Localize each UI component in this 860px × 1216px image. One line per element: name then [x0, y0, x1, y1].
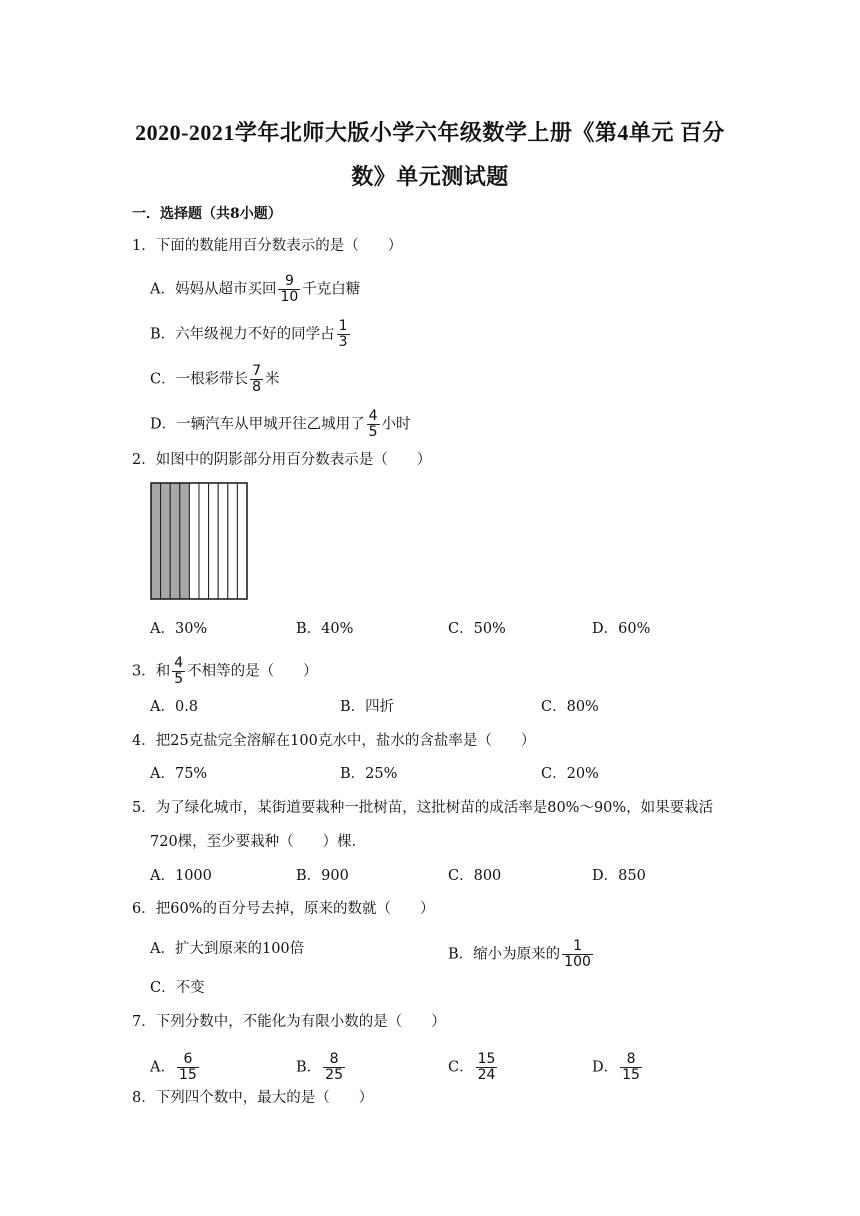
- q3-stem: [132, 656, 318, 687]
- grid-column-blank: [199, 483, 209, 599]
- q1-stem: 1．下面的数能用百分数表示的是（ ）: [132, 238, 403, 254]
- q6-stem: 6．把60%的百分号去掉，原来的数就（ ）: [132, 901, 435, 917]
- title-line-2: 数》单元测试题: [351, 164, 509, 189]
- q1-option-a: [150, 274, 360, 305]
- q7-stem: 7．下列分数中，不能化为有限小数的是（ ）: [132, 1014, 446, 1030]
- q5-option-c: C．800: [448, 868, 502, 884]
- q7-d-numerator: 8: [626, 1051, 636, 1067]
- q1-d-denominator: 5: [368, 424, 378, 440]
- q3-numerator: 4: [174, 655, 184, 671]
- q3-option-c: C．80%: [541, 699, 599, 715]
- grid-column-blank: [189, 483, 199, 599]
- q1-d-numerator: 4: [368, 408, 378, 424]
- q1-c-denominator: 8: [252, 379, 262, 395]
- q7-c-fraction: [476, 1052, 498, 1083]
- q1-d-suffix: 小时: [381, 416, 411, 433]
- q7-b-denominator: 25: [325, 1067, 343, 1083]
- q7-option-d: [592, 1052, 644, 1083]
- q7-c-numerator: 15: [477, 1051, 496, 1067]
- q7-b-fraction: [323, 1052, 345, 1083]
- q4-option-c: C．20%: [541, 766, 599, 782]
- grid-column-shaded: [151, 483, 161, 599]
- grid-column-blank: [237, 483, 247, 599]
- q6-option-c: C．不变: [150, 980, 205, 996]
- q5-option-b: B．900: [296, 868, 349, 884]
- q1-a-numerator: 9: [284, 273, 294, 289]
- q4-option-b: B．25%: [340, 766, 398, 782]
- q7-d-label: D．: [592, 1059, 619, 1076]
- q1-d-text: D．一辆汽车从甲城开往乙城用了: [150, 416, 365, 433]
- q5-stem-line-2: 720棵，至少要栽种（ ）棵．: [150, 834, 367, 850]
- q1-option-b: [150, 319, 352, 350]
- q2-stem: 2．如图中的阴影部分用百分数表示是（ ）: [132, 452, 432, 468]
- q7-option-c: [448, 1052, 499, 1083]
- q3-option-a: A．0.8: [150, 699, 199, 715]
- q7-d-denominator: 15: [622, 1067, 640, 1083]
- q8-stem: 8．下列四个数中，最大的是（ ）: [132, 1090, 374, 1106]
- q6-option-a: A．扩大到原来的100倍: [150, 941, 305, 957]
- q3-stem-suffix: 不相等的是（ ）: [187, 663, 318, 680]
- q4-stem: 4．把25克盐完全溶解在100克水中，盐水的含盐率是（ ）: [132, 733, 536, 749]
- q1-c-numerator: 7: [252, 363, 262, 379]
- q4-option-a: A．75%: [150, 766, 208, 782]
- grid-column-blank: [228, 483, 238, 599]
- q6-b-numerator: 1: [573, 938, 582, 954]
- q5-stem-line-1: 5．为了绿化城市，某街道要栽种一批树苗，这批树苗的成活率是80%～90%，如果要栽活: [132, 800, 714, 816]
- q2-option-a: A．30%: [150, 621, 208, 637]
- grid-column-shaded: [161, 483, 171, 599]
- q5-option-a: A．1000: [150, 868, 212, 884]
- q2-shaded-grid-figure: [150, 482, 250, 602]
- q1-b-text: B．六年级视力不好的同学占: [150, 326, 335, 343]
- q6-option-b: [448, 939, 595, 970]
- q7-option-a: [150, 1052, 201, 1083]
- q1-a-text: A．妈妈从超市买回: [150, 281, 277, 298]
- q7-b-numerator: 8: [329, 1051, 339, 1067]
- grid-column-blank: [218, 483, 228, 599]
- q1-a-suffix: 千克白糖: [302, 281, 361, 298]
- q1-a-denominator: 10: [280, 289, 299, 305]
- q1-c-text: C．一根彩带长: [150, 371, 249, 388]
- q1-b-fraction: [337, 319, 350, 350]
- q2-option-c: C．50%: [448, 621, 506, 637]
- q1-a-fraction: [278, 274, 300, 305]
- q5-option-d: D．850: [592, 868, 646, 884]
- title-line-1: 2020-2021学年北师大版小学六年级数学上册《第4单元 百分: [135, 120, 725, 145]
- q6-b-denominator: 100: [564, 954, 591, 970]
- q3-fraction: [172, 656, 185, 687]
- q1-d-fraction: [367, 409, 380, 440]
- q7-c-denominator: 24: [477, 1067, 496, 1083]
- q1-b-denominator: 3: [338, 334, 348, 350]
- q1-c-fraction: [250, 364, 263, 395]
- q1-option-d: [150, 409, 411, 440]
- q6-b-text: B．缩小为原来的: [448, 946, 561, 963]
- q7-option-b: [296, 1052, 347, 1083]
- q1-c-suffix: 米: [265, 371, 280, 388]
- q6-b-fraction: [562, 939, 593, 970]
- grid-column-shaded: [170, 483, 180, 599]
- q1-b-numerator: 1: [338, 318, 348, 334]
- q7-a-label: A．: [150, 1059, 175, 1076]
- section-heading: 一．选择题（共8小题）: [132, 206, 282, 222]
- q3-stem-prefix: 3．和: [132, 663, 171, 680]
- grid-column-shaded: [180, 483, 190, 599]
- q7-a-denominator: 15: [178, 1067, 197, 1083]
- q7-a-fraction: [177, 1052, 199, 1083]
- q2-option-b: B．40%: [296, 621, 354, 637]
- q7-b-label: B．: [296, 1059, 322, 1076]
- q1-option-c: [150, 364, 280, 395]
- q3-denominator: 5: [174, 671, 184, 687]
- q3-option-b: B．四折: [340, 699, 395, 715]
- q7-c-label: C．: [448, 1059, 474, 1076]
- q7-a-numerator: 6: [183, 1051, 193, 1067]
- grid-column-blank: [209, 483, 219, 599]
- q2-option-d: D．60%: [592, 621, 651, 637]
- q7-d-fraction: [620, 1052, 642, 1083]
